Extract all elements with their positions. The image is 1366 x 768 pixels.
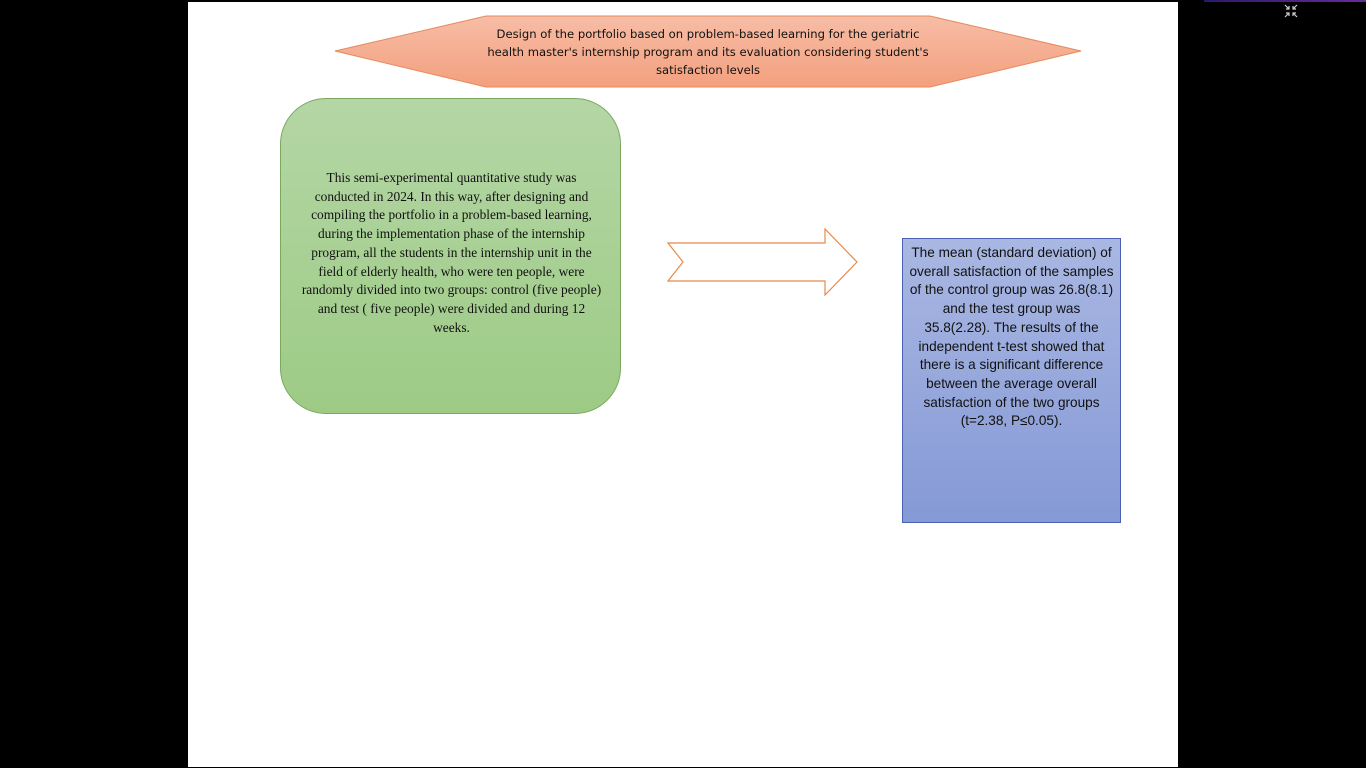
method-rounded-box [280,98,621,414]
result-description: The mean (standard deviation) of overall satisfaction of the samples of the control group was 26.8(8.1) and the test group was 35.8(2.28). The results of the independent t-test showed that there is a significant difference between the average overall satisfaction of the two groups (t=2.38, P≤0.05). [909,245,1114,429]
right-arrow-icon [667,228,859,296]
exit-fullscreen-button[interactable] [1282,2,1300,20]
slide-canvas [188,2,1178,767]
method-description: This semi-experimental quantitative study was conducted in 2024. In this way, after designing and compiling the portfolio in a problem-based learning, during the implementation phase of the internship program, all the students in the internship unit in the field of elderly health, who were ten people, were randomly divided into two groups: control (five people) and test ( five people) were divided and during 12 weeks. [301,170,602,335]
slide-title: Design of the portfolio based on problem-based learning for the geriatric health master's internship program and its evaluation considering student's satisfaction levels [487,27,929,77]
result-box [902,238,1121,523]
exit-fullscreen-icon [1282,2,1300,20]
